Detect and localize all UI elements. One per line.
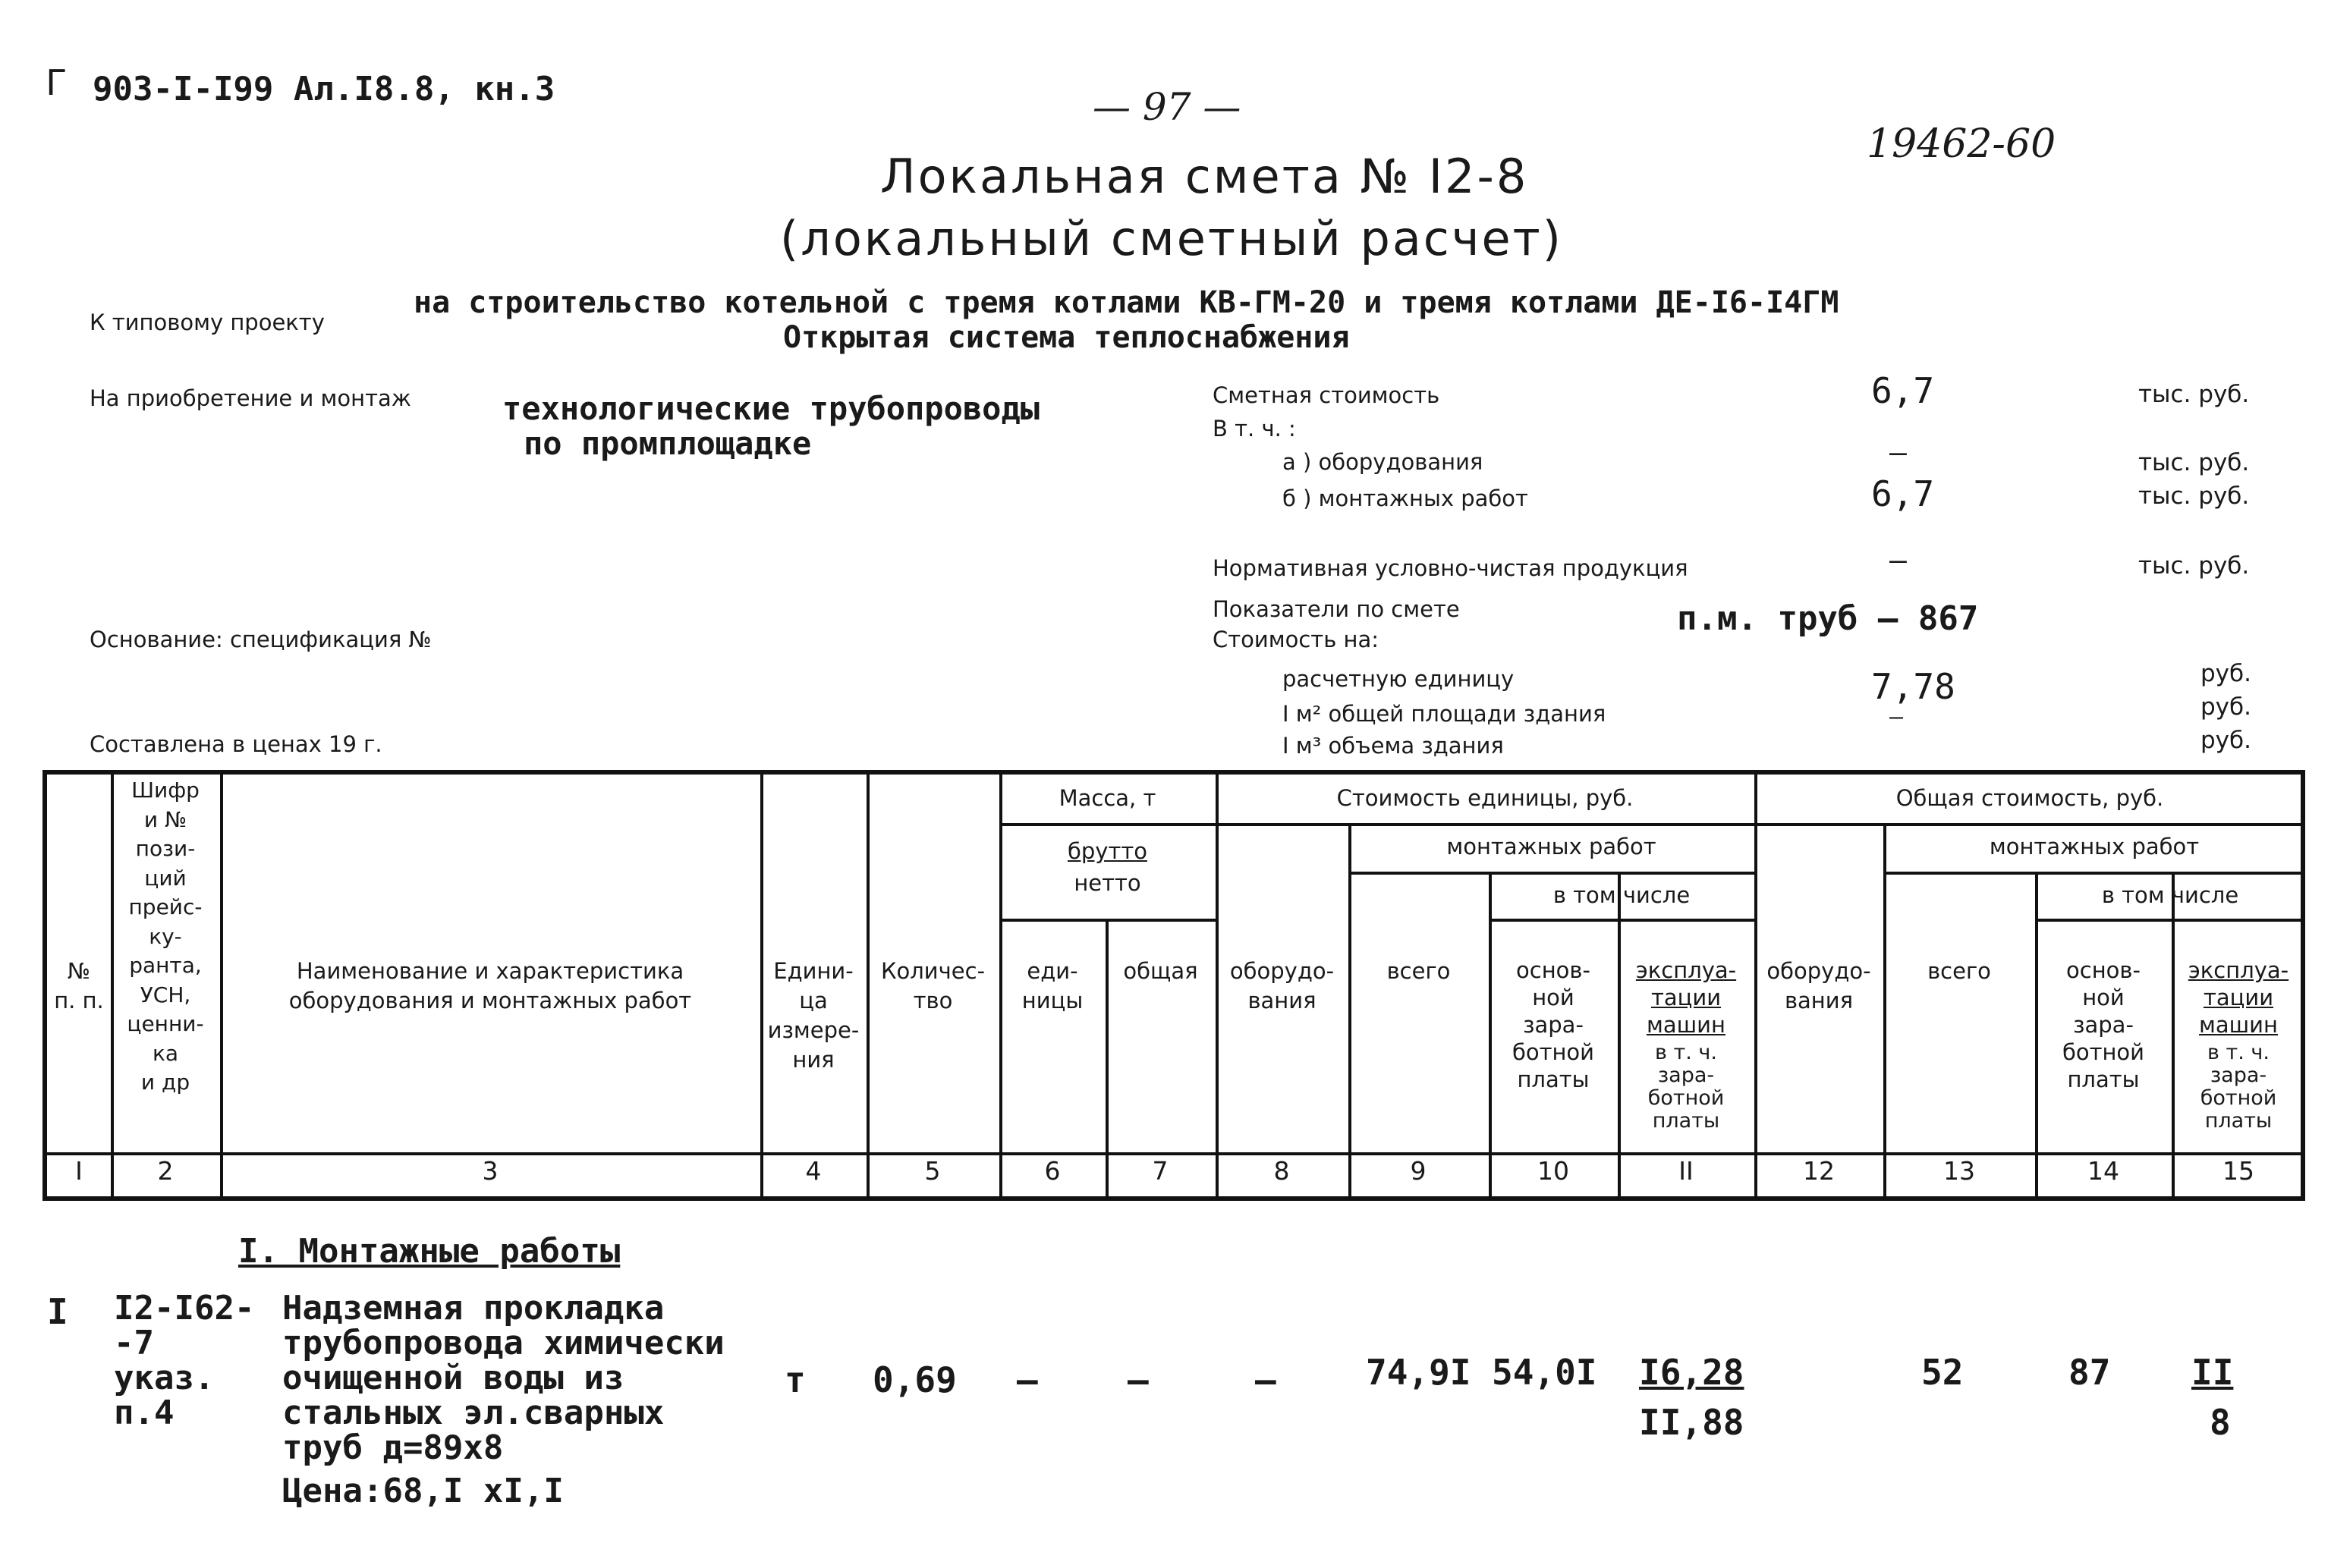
indicators-label: Показатели по смете: [1213, 596, 1460, 622]
unit-incl-header: в том числе: [1552, 882, 1691, 908]
purpose-label: На приобретение и монтаж: [90, 385, 411, 411]
purpose-value-2: по промплощадке: [524, 425, 812, 462]
col-number: 7: [1152, 1156, 1169, 1186]
row-mass-total: –: [1128, 1359, 1149, 1400]
unit-cost-group-header: Стоимость единицы, руб.: [1336, 785, 1634, 811]
mass-brutto-header: брутто: [1068, 838, 1147, 864]
row-divider: [999, 919, 1216, 922]
col-number: 15: [2222, 1156, 2254, 1186]
row-total-machine: II: [2191, 1352, 2234, 1393]
page-subtitle: (локальный сметный расчет): [780, 211, 1563, 266]
col-number: 2: [157, 1156, 174, 1186]
estimated-cost-value: 6,7: [1871, 370, 1935, 411]
mass-netto-header: нетто: [1074, 870, 1141, 896]
col-name-header: Наименование и характеристика оборудования и монтажных работ: [288, 958, 692, 1013]
col-number: 9: [1410, 1156, 1427, 1186]
mass-group-header: Масса, т: [1059, 785, 1156, 811]
row-unit-machine-wage: II,88: [1639, 1402, 1744, 1443]
total-cost-group-header: Общая стоимость, руб.: [1895, 785, 2164, 811]
col-number: 8: [1273, 1156, 1290, 1186]
row-divider: [47, 1152, 2305, 1155]
row-mass-unit: –: [1017, 1359, 1038, 1400]
project-value-2: Открытая система теплоснабжения: [783, 320, 1350, 355]
total-machine-wage-header: в т. ч. зара- ботной платы: [2200, 1041, 2277, 1133]
col-number: 10: [1537, 1156, 1569, 1186]
purpose-value-1: технологические трубопроводы: [502, 390, 1040, 427]
row-divider: [1489, 919, 1754, 922]
mass-unit-header: еди- ницы: [1021, 958, 1084, 1013]
indicators-value: п.м. труб – 867: [1677, 599, 1979, 638]
row-total-machine-wage: 8: [2210, 1402, 2231, 1443]
doc-code: 903-I-I99 Ал.I8.8, кн.3: [93, 70, 555, 108]
col-number: 5: [924, 1156, 941, 1186]
page-number: — 97 —: [1093, 85, 1241, 129]
row-total-base-wage: 87: [2068, 1352, 2111, 1393]
area-cost-label: I м² общей площади здания: [1282, 701, 1606, 727]
col-number: II: [1678, 1156, 1694, 1186]
row-code: I2-I62- -7 указ. п.4: [114, 1289, 255, 1432]
volume-cost-unit: руб.: [2200, 727, 2251, 754]
row-divider: [1754, 823, 2305, 826]
row-divider: [1883, 872, 2305, 875]
estimate-table: [42, 770, 2305, 1201]
corner-mark: Г: [46, 62, 67, 103]
incl-label: В т. ч. :: [1213, 416, 1296, 441]
unit-machine-wage-header: в т. ч. зара- ботной платы: [1647, 1041, 1725, 1133]
row-unit: т: [785, 1359, 806, 1400]
total-total-header: всего: [1927, 958, 1991, 984]
total-incl-header: в том числе: [2101, 882, 2239, 908]
row-divider: [999, 823, 1216, 826]
net-product-value: —: [1889, 543, 1907, 577]
row-name: Надземная прокладка трубопровода химически очищенной воды из стальных эл.сварных труб д=89х8: [282, 1289, 725, 1467]
total-base-wage-header: основ- ной зара- ботной платы: [2062, 957, 2145, 1092]
equipment-unit: тыс. руб.: [2138, 449, 2250, 476]
col-number: 6: [1044, 1156, 1061, 1186]
unit-cost-label: расчетную единицу: [1282, 666, 1515, 692]
col-number: 12: [1803, 1156, 1835, 1186]
col-divider: [1883, 823, 1886, 1196]
volume-cost-label: I м³ объема здания: [1282, 733, 1504, 759]
unit-install-header: монтажных работ: [1446, 834, 1656, 859]
row-equipment: –: [1255, 1359, 1276, 1400]
col-no-header: № п. п.: [54, 958, 104, 1013]
col-number: 14: [2087, 1156, 2119, 1186]
project-value-1: на строительство котельной с тремя котлами КВ-ГМ-20 и тремя котлами ДЕ-I6-I4ГМ: [414, 285, 1839, 320]
unit-equipment-header: оборудо- вания: [1229, 958, 1335, 1013]
row-unit-machine: I6,28: [1639, 1352, 1744, 1393]
cost-per-label: Стоимость на:: [1213, 627, 1379, 652]
col-number: 13: [1943, 1156, 1975, 1186]
basis-label: Основание: спецификация №: [90, 627, 432, 652]
row-divider: [1348, 872, 1754, 875]
row-number: I: [47, 1291, 68, 1332]
estimated-cost-unit: тыс. руб.: [2138, 381, 2250, 408]
handwritten-note: 19462-60: [1867, 121, 2056, 167]
equipment-value: —: [1889, 435, 1907, 469]
col-qty-header: Количес- тво: [880, 958, 986, 1013]
install-label: б ) монтажных работ: [1282, 485, 1528, 511]
unit-base-wage-header: основ- ной зара- ботной платы: [1512, 957, 1595, 1092]
row-divider: [1216, 823, 1754, 826]
row-unit-total: 74,9I: [1366, 1352, 1471, 1393]
net-product-label: Нормативная условно-чистая продукция: [1213, 555, 1688, 581]
col-number: 4: [805, 1156, 822, 1186]
col-number: I: [75, 1156, 83, 1186]
section-title: I. Монтажные работы: [238, 1232, 621, 1271]
row-divider: [2035, 919, 2305, 922]
install-value: 6,7: [1871, 473, 1935, 514]
project-label: К типовому проекту: [90, 310, 325, 335]
row-qty: 0,69: [873, 1359, 957, 1400]
row-unit-base-wage: 54,0I: [1492, 1352, 1597, 1393]
mass-total-header: общая: [1123, 958, 1198, 984]
prices-label: Составлена в ценах 19 г.: [90, 731, 382, 757]
area-cost-unit: руб.: [2200, 693, 2251, 721]
install-unit: тыс. руб.: [2138, 482, 2250, 510]
col-divider: [1348, 823, 1351, 1196]
col-code-header: Шифр и № пози- ций прейс- ку- ранта, УСН, ценни- ка и др: [127, 778, 204, 1095]
col-unit-header: Едини- ца измере- ния: [767, 958, 860, 1073]
total-equipment-header: оборудо- вания: [1766, 958, 1871, 1013]
row-total-total: 52: [1921, 1352, 1964, 1393]
total-install-header: монтажных работ: [1989, 834, 2200, 859]
unit-machine-header: эксплуа- тации машин: [1635, 957, 1737, 1038]
area-cost-value: —: [1889, 704, 1904, 731]
equipment-label: а ) оборудования: [1282, 449, 1483, 475]
page-title: Локальная смета № I2-8: [880, 149, 1529, 204]
col-number: 3: [482, 1156, 499, 1186]
estimated-cost-label: Сметная стоимость: [1213, 382, 1440, 408]
net-product-unit: тыс. руб.: [2138, 552, 2250, 580]
unit-total-header: всего: [1386, 958, 1451, 984]
row-price: Цена:68,I хI,I: [282, 1472, 564, 1510]
unit-cost-unit: руб.: [2200, 660, 2251, 687]
total-machine-header: эксплуа- тации машин: [2188, 957, 2289, 1038]
unit-cost-value: 7,78: [1871, 666, 1955, 707]
